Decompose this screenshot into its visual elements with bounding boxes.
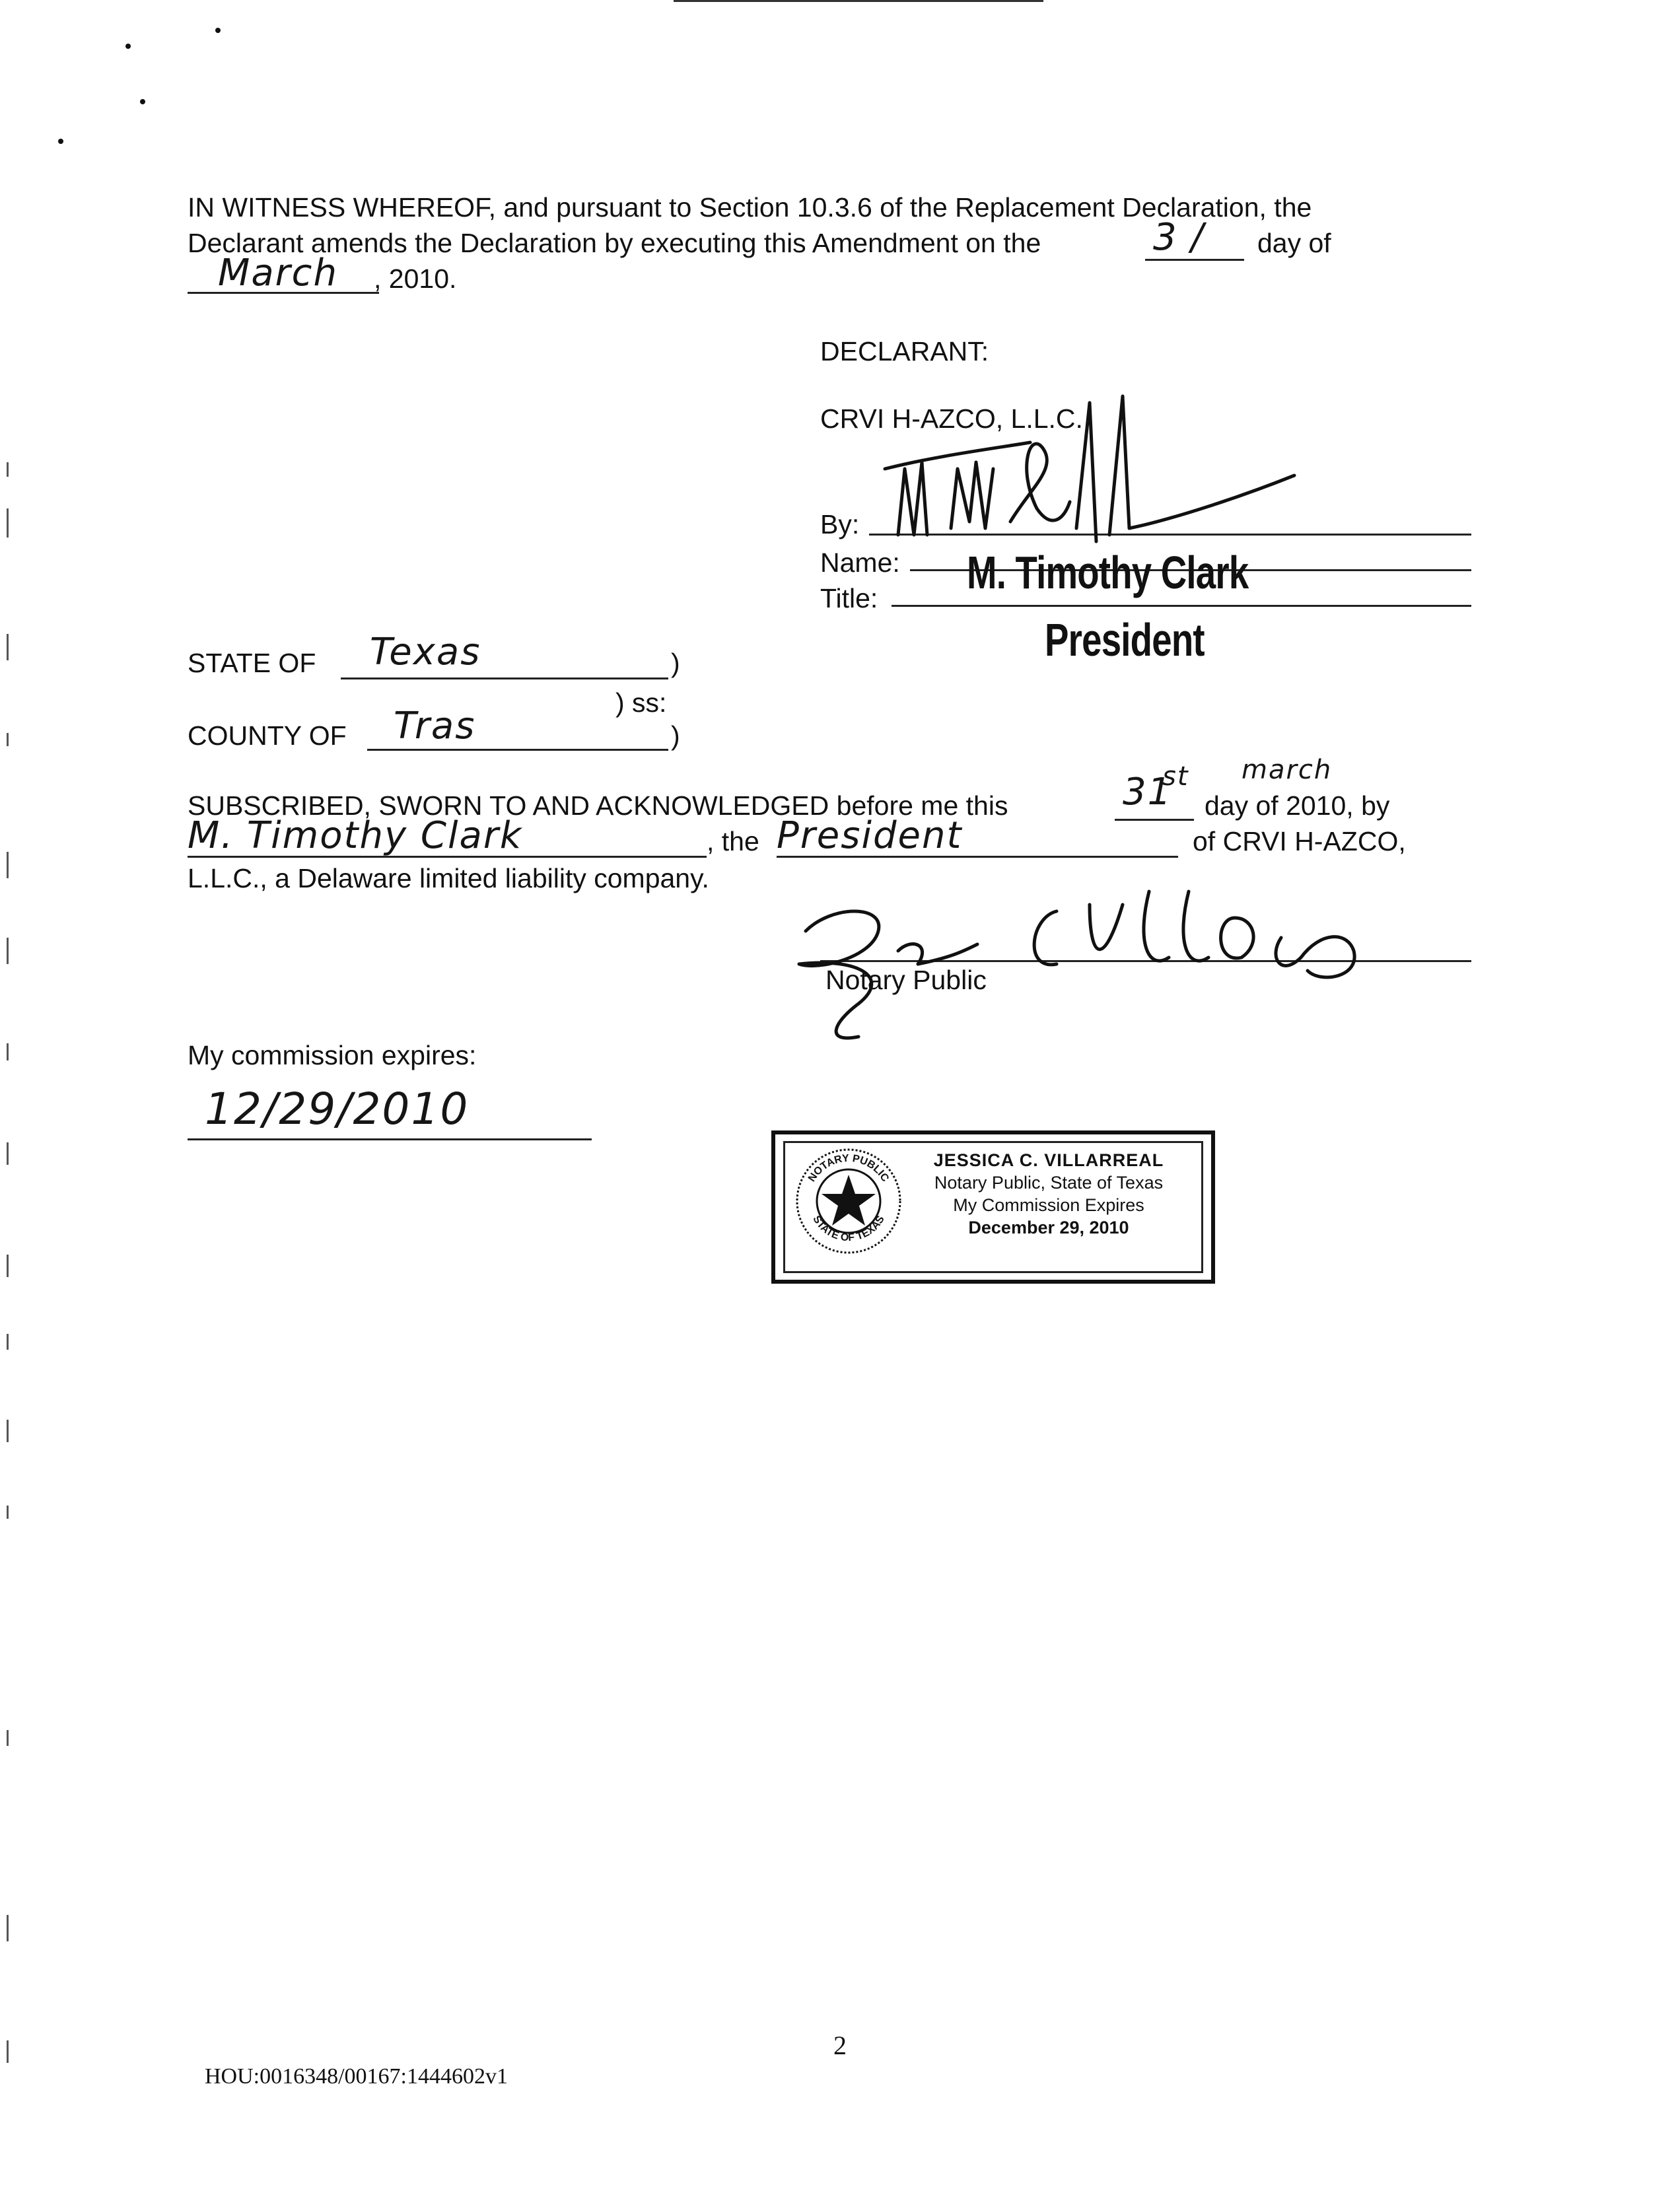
county-line: [367, 749, 668, 751]
scan-edge-mark: [7, 1420, 9, 1442]
day-handwritten: 3 /: [1153, 216, 1205, 259]
stamp-line-2: Notary Public, State of Texas: [934, 1173, 1164, 1193]
ack-day-underline: [1115, 819, 1194, 821]
ack-day-superscript: st: [1162, 761, 1189, 792]
scan-edge-mark: [7, 852, 9, 878]
state-label: STATE OF: [188, 648, 316, 678]
stamp-notary-name: JESSICA C. VILLARREAL: [933, 1150, 1164, 1170]
title-typed-value: President: [1045, 614, 1205, 666]
ss-label: ) ss:: [615, 687, 667, 718]
witness-year: , 2010.: [374, 263, 457, 294]
stamp-line-3: My Commission Expires: [953, 1195, 1144, 1215]
witness-line-2: Declarant amends the Declaration by executing this Amendment on the: [188, 228, 1041, 258]
ack-the: , the: [707, 826, 759, 856]
scan-edge-mark: [7, 1506, 9, 1519]
scan-edge-mark: [7, 1915, 9, 1941]
state-paren: ): [671, 648, 680, 678]
scan-edge-mark: [7, 733, 9, 746]
title-line: [892, 605, 1471, 607]
svg-text:NOTARY PUBLIC: NOTARY PUBLIC: [806, 1152, 892, 1184]
scan-edge-mark: [7, 1043, 9, 1060]
ack-line-1-end: day of 2010, by: [1205, 790, 1390, 821]
scan-edge-mark: [7, 1730, 9, 1746]
notary-seal: [792, 1145, 905, 1257]
commission-label: My commission expires:: [188, 1040, 477, 1070]
name-typed-value: M. Timothy Clark: [967, 547, 1249, 598]
month-handwritten: March: [218, 252, 338, 295]
county-paren: ): [671, 720, 680, 751]
scan-edge-mark: [7, 938, 9, 964]
scan-edge-mark: [7, 1334, 9, 1350]
state-line: [341, 677, 668, 679]
scan-edge-mark: [7, 1142, 9, 1165]
title-label: Title:: [820, 583, 878, 613]
scan-speck: [215, 28, 221, 33]
svg-text:STATE OF TEXAS: STATE OF TEXAS: [810, 1214, 887, 1244]
doc-id: HOU:0016348/00167:1444602v1: [205, 2064, 508, 2089]
scan-top-rule: [674, 0, 1043, 2]
ack-month-insert: march: [1242, 755, 1333, 785]
ack-line-2-end: of CRVI H-AZCO,: [1193, 826, 1406, 856]
scan-edge-mark: [7, 1255, 9, 1277]
role-handwritten: President: [777, 814, 963, 857]
commission-date-handwritten: 12/29/2010: [205, 1084, 470, 1134]
witness-day-of: day of: [1257, 228, 1331, 258]
signer-handwritten: M. Timothy Clark: [188, 814, 523, 857]
scan-speck: [140, 99, 145, 104]
page-number: 2: [833, 2031, 847, 2060]
scan-edge-mark: [7, 508, 9, 538]
declarant-heading: DECLARANT:: [820, 336, 989, 366]
scan-edge-mark: [7, 462, 9, 477]
notary-stamp: [771, 1130, 1215, 1284]
witness-line-1: IN WITNESS WHEREOF, and pursuant to Section 10.3.6 of the Replacement Declaration, the: [188, 192, 1312, 223]
by-label: By:: [820, 509, 860, 539]
ack-line-3: L.L.C., a Delaware limited liability company.: [188, 863, 709, 893]
name-label: Name:: [820, 547, 900, 578]
stamp-text-block: [910, 1149, 1187, 1239]
declarant-company: CRVI H-AZCO, L.L.C.: [820, 403, 1083, 434]
star-icon: [822, 1175, 876, 1226]
scan-edge-mark: [7, 634, 9, 660]
scan-speck: [125, 44, 131, 49]
commission-date-line: [188, 1138, 592, 1140]
ack-day-handwritten: 31: [1123, 771, 1173, 814]
stamp-expiry-date: December 29, 2010: [968, 1218, 1129, 1237]
county-label: COUNTY OF: [188, 720, 347, 751]
day-underline: [1145, 259, 1244, 261]
ack-line-1: SUBSCRIBED, SWORN TO AND ACKNOWLEDGED before me this: [188, 790, 1008, 821]
scan-edge-mark: [7, 2040, 9, 2063]
county-handwritten: Tras: [394, 705, 476, 747]
scan-speck: [58, 139, 63, 144]
state-handwritten: Texas: [370, 631, 481, 674]
notary-signature: [779, 878, 1440, 1050]
declarant-signature: [858, 390, 1321, 561]
notary-label: Notary Public: [825, 965, 987, 995]
